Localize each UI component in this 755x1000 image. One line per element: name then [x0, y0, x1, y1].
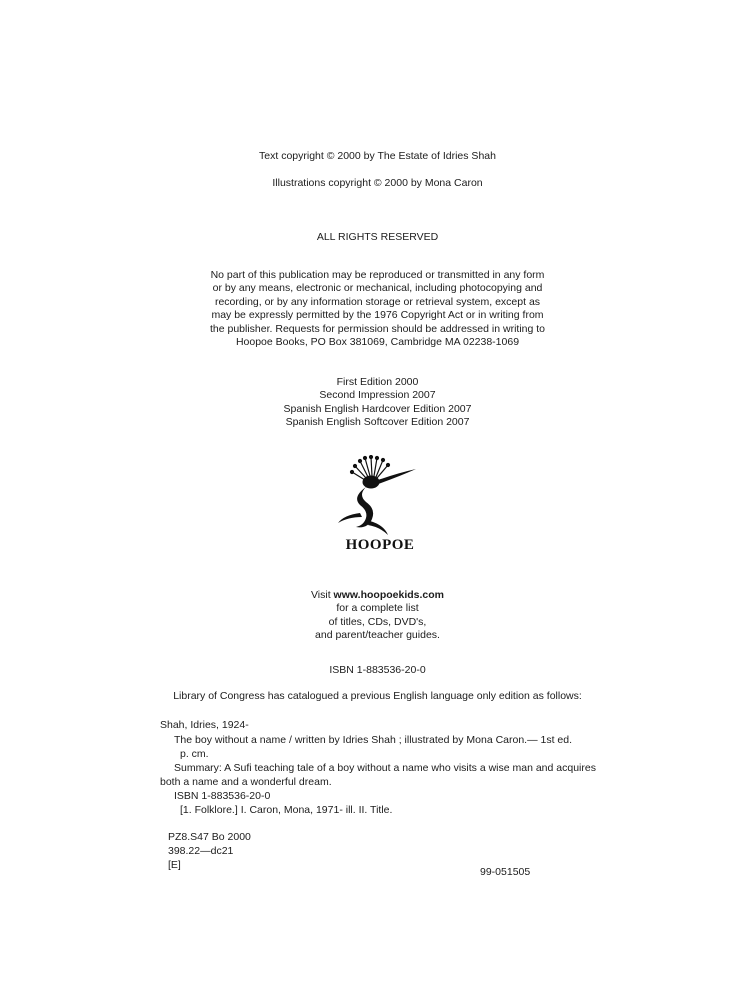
visit-line: and parent/teacher guides.: [315, 629, 440, 642]
edition-line: Spanish English Softcover Edition 2007: [285, 416, 470, 429]
cip-author: Shah, Idries, 1924-: [160, 719, 249, 731]
notice-line: No part of this publication may be reproduced or transmitted in any form: [210, 269, 545, 281]
cip-class-e: [E]: [168, 859, 181, 871]
visit-line: [0, 589, 755, 602]
cip-class-lc: PZ8.S47 Bo 2000: [168, 831, 251, 843]
cip-class-dewey: 398.22—dc21: [168, 845, 234, 857]
text-copyright: Text copyright © 2000 by The Estate of Idries Shah: [259, 150, 496, 162]
notice-line: or by any means, electronic or mechanical, including photocopying and: [212, 282, 543, 295]
notice-line: may be expressly permitted by the 1976 Copyright Act or in writing from: [211, 309, 544, 322]
isbn: ISBN 1-883536-20-0: [329, 664, 426, 676]
website-link[interactable]: www.hoopoekids.com: [333, 589, 445, 601]
edition-list: [0, 376, 755, 430]
cip-summary-cont: both a name and a wonderful dream.: [160, 776, 332, 788]
edition-line: First Edition 2000: [336, 376, 419, 388]
hoopoe-logo: [330, 455, 430, 555]
cip-pages: p. cm.: [180, 748, 209, 760]
visit-prefix: Visit: [310, 589, 334, 601]
edition-line: Second Impression 2007: [319, 389, 436, 402]
cip-summary: Summary: A Sufi teaching tale of a boy without a name who visits a wise man and acquires: [174, 762, 596, 774]
cip-subjects: [1. Folklore.] I. Caron, Mona, 1971- ill. II. Title.: [180, 804, 393, 816]
illustrations-copyright: Illustrations copyright © 2000 by Mona Caron: [272, 177, 483, 189]
notice-line: Hoopoe Books, PO Box 381069, Cambridge MA 02238-1069: [235, 336, 520, 349]
edition-line: Spanish English Hardcover Edition 2007: [283, 402, 472, 415]
cip-lccn: 99-051505: [480, 866, 531, 878]
visit-block: [0, 589, 755, 643]
hoopoe-bird-icon: [338, 455, 416, 535]
cip-title: The boy without a name / written by Idries Shah ; illustrated by Mona Caron.— 1st ed.: [174, 734, 573, 746]
hoopoe-wordmark: HOOPOE: [345, 537, 415, 553]
rights-notice: [0, 269, 755, 349]
visit-line: of titles, CDs, DVD's,: [328, 615, 427, 628]
notice-line: recording, or by any information storage or retrieval system, except as: [214, 295, 541, 308]
notice-line: the publisher. Requests for permission should be addressed in writing to: [209, 322, 546, 335]
all-rights-reserved: ALL RIGHTS RESERVED: [316, 231, 439, 243]
cip-isbn: ISBN 1-883536-20-0: [174, 790, 271, 802]
loc-note: Library of Congress has catalogued a previous English language only edition as follows:: [173, 690, 582, 702]
visit-line: for a complete list: [336, 602, 419, 615]
